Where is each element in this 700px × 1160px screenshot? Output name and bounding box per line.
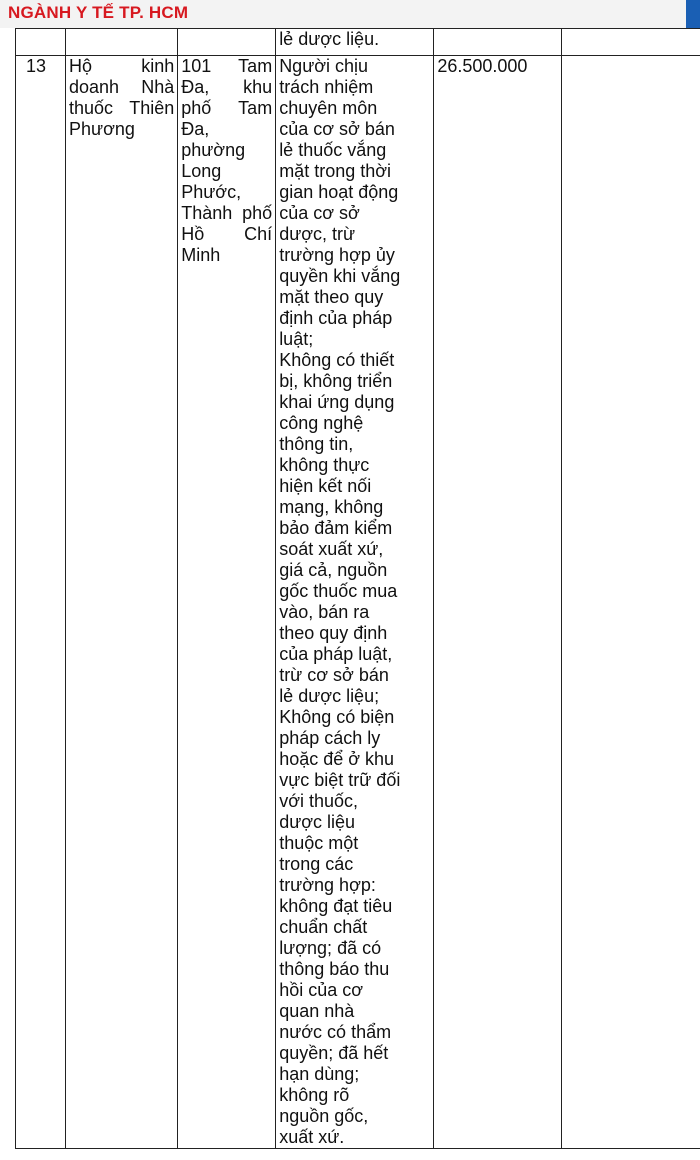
table-container [0, 28, 700, 1160]
cell-extra [561, 29, 700, 56]
cell-name [66, 29, 178, 56]
cell-violation: lẻ dược liệu. [276, 29, 434, 56]
cell-fine [434, 29, 562, 56]
header-title: NGÀNH Y TẾ TP. HCM [8, 3, 189, 22]
table-row-continuation [16, 29, 700, 56]
table-row [16, 56, 700, 1149]
cell-no [16, 29, 66, 56]
violation-description: Người chịu trách nhiệm chuyên môn của cơ sở bán lẻ thuốc vắng mặt trong thời gian hoạt động của cơ sở dược, trừ trường hợp ủy quyền khi vắng mặt theo quy định của pháp luật; Không có thiết bị, không triển khai ứng dụng công nghệ thông tin, không thực hiện kết nối mạng, không bảo đảm kiểm soát xuất xứ, giá cả, nguồn gốc thuốc mua vào, bán ra theo quy định của pháp luật, trừ cơ sở bán lẻ dược liệu; Không có biện pháp cách ly hoặc để ở khu vực biệt trữ đối với thuốc, dược liệu thuộc một trong các trường hợp: không đạt tiêu chuẩn chất lượng; đã có thông báo thu hồi của cơ quan nhà nước có thẩm quyền; đã hết hạn dùng; không rõ nguồn gốc, xuất xứ. [276, 56, 434, 1149]
row-number: 13 [16, 56, 66, 1149]
cell-extra [561, 56, 700, 1149]
business-address: 101 Tam Đa, khu phố Tam Đa, phường Long Phước, Thành phố Hồ Chí Minh [178, 56, 276, 1149]
fine-amount: 26.500.000 [434, 56, 562, 1149]
violations-table [15, 28, 700, 1149]
business-name: Hộ kinh doanh Nhà thuốc Thiên Phương [66, 56, 178, 1149]
cell-address [178, 29, 276, 56]
page-header [0, 0, 700, 28]
header-accent-bar [686, 0, 700, 28]
